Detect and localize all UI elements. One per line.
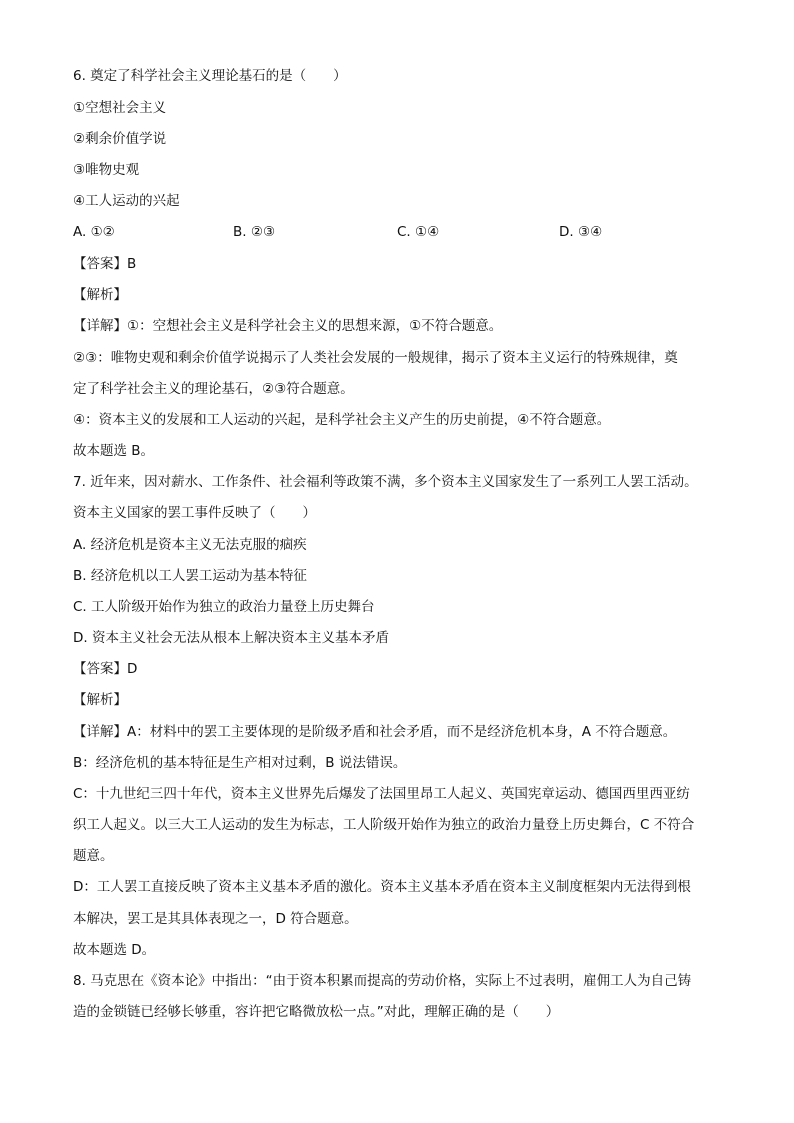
q6-item-4: ④工人运动的兴起	[73, 193, 180, 209]
q6-detail-5: 故本题选 B。	[73, 443, 155, 459]
q7-detail-2: B：经济危机的基本特征是生产相对过剩，B 说法错误。	[73, 755, 407, 771]
q6-options	[73, 222, 733, 242]
q6-option-c: C. ①④	[397, 224, 440, 240]
q6-item-1: ①空想社会主义	[73, 100, 167, 116]
q6-detail-4: ④：资本主义的发展和工人运动的兴起，是科学社会主义产生的历史前提，④不符合题意。	[73, 412, 611, 428]
q6-option-a: A. ①②	[73, 224, 115, 240]
q7-option-b: B. 经济危机以工人罢工运动为基本特征	[73, 568, 307, 584]
q6-option-b: B. ②③	[233, 224, 276, 240]
q8-stem-1: 8. 马克思在《资本论》中指出：“由于资本积累而提高的劳动价格，实际上不过表明，雇佣工人为自己铸	[73, 973, 692, 989]
q7-stem-2: 资本主义国家的罢工事件反映了（ ）	[73, 505, 316, 521]
q7-option-c: C. 工人阶级开始作为独立的政治力量登上历史舞台	[73, 599, 375, 615]
q7-detail-6: D：工人罢工直接反映了资本主义基本矛盾的激化。资本主义基本矛盾在资本主义制度框架内无法得到根	[73, 879, 691, 895]
q7-answer: 【答案】D	[73, 661, 138, 677]
q6-detail-1: 【详解】①：空想社会主义是科学社会主义的思想来源，①不符合题意。	[73, 318, 503, 334]
q7-detail-3: C：十九世纪三四十年代，资本主义世界先后爆发了法国里昂工人起义、英国宪章运动、德国西里西亚纺	[73, 786, 690, 802]
q6-option-d: D. ③④	[559, 224, 603, 240]
q7-detail-8: 故本题选 D。	[73, 942, 156, 958]
q7-option-d: D. 资本主义社会无法从根本上解决资本主义基本矛盾	[73, 630, 389, 646]
q7-option-a: A. 经济危机是资本主义无法克服的痼疾	[73, 537, 307, 553]
q6-detail-2: ②③：唯物史观和剩余价值学说揭示了人类社会发展的一般规律，揭示了资本主义运行的特殊规律，奠	[73, 350, 678, 366]
q6-answer: 【答案】B	[73, 256, 137, 272]
q7-stem-1: 7. 近年来，因对薪水、工作条件、社会福利等政策不满，多个资本主义国家发生了一系列工人罢工活动。	[73, 474, 698, 490]
q7-detail-7: 本解决，罢工是其具体表现之一，D 符合题意。	[73, 911, 358, 927]
q6-detail-3: 定了科学社会主义的理论基石，②③符合题意。	[73, 381, 354, 397]
q7-analysis-label: 【解析】	[73, 692, 127, 708]
q6-item-2: ②剩余价值学说	[73, 131, 167, 147]
q6-analysis-label: 【解析】	[73, 287, 127, 303]
q7-detail-4: 织工人起义。以三大工人运动的发生为标志，工人阶级开始作为独立的政治力量登上历史舞台，C 不符合	[73, 817, 695, 833]
q6-stem: 6. 奠定了科学社会主义理论基石的是（ ）	[73, 68, 347, 84]
q8-stem-2: 造的金锁链已经够长够重，容许把它略微放松一点。”对此，理解正确的是（ ）	[73, 1004, 560, 1020]
q6-item-3: ③唯物史观	[73, 162, 140, 178]
q7-detail-5: 题意。	[73, 848, 114, 864]
q7-detail-1: 【详解】A：材料中的罢工主要体现的是阶级矛盾和社会矛盾，而不是经济危机本身，A 不符合题意。	[73, 724, 677, 740]
